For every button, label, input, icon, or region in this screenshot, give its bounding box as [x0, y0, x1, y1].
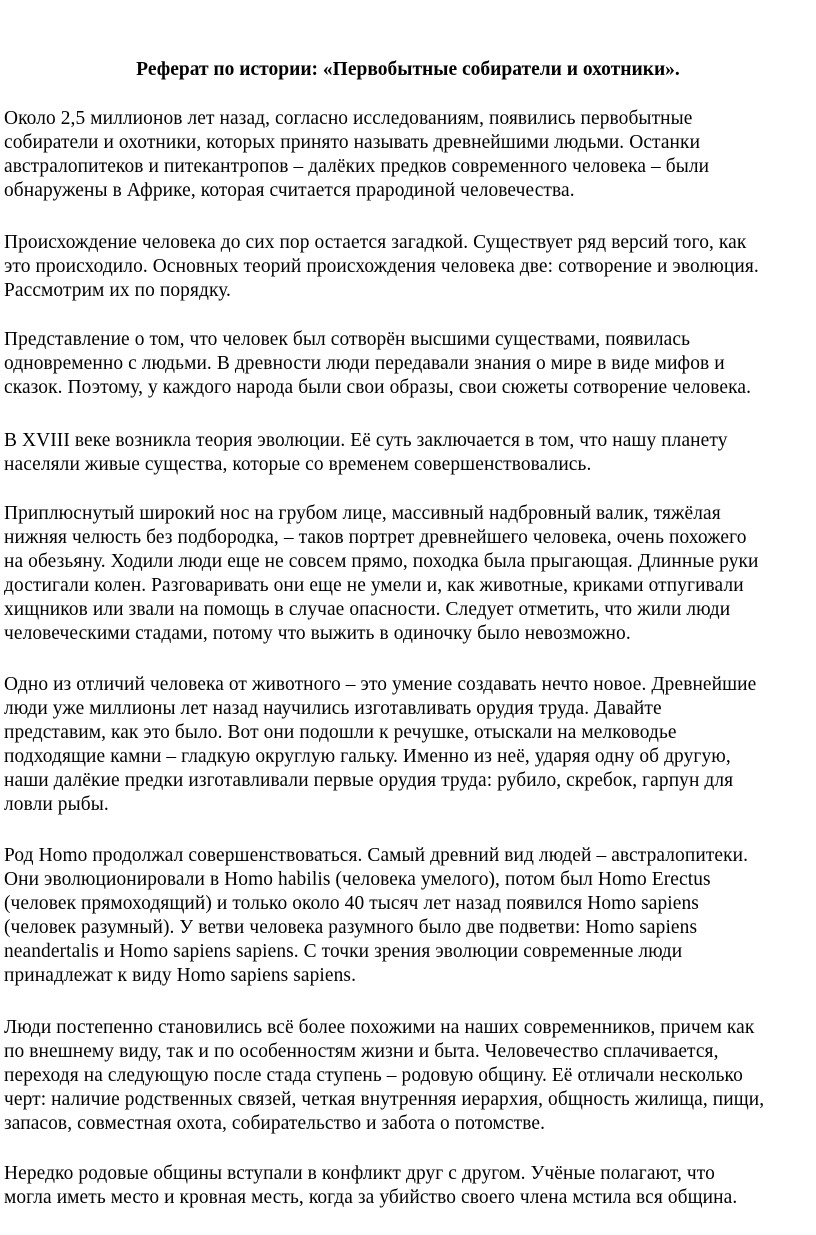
paragraph-1	[4, 107, 816, 203]
text-line: человеческими стадами, потому что выжить в одиночку было невозможно.	[4, 623, 631, 644]
text-line: запасов, совместная охота, собирательство и забота о потомстве.	[4, 1113, 546, 1134]
text-line: Нередко родовые общины вступали в конфликт друг с другом. Учёные полагают, что	[4, 1163, 715, 1184]
text-line: представим, как это было. Вот они подошли к речушке, отыскали на мелководье	[4, 722, 677, 743]
text-line: достигали колен. Разговаривать они еще не умели и, как животные, криками отпугивали	[4, 575, 744, 596]
text-line: переходя на следующую после стада ступень – родовую общину. Её отличали несколько	[4, 1065, 743, 1086]
text-line: neandertalis и Homo sapiens sapiens. С точки зрения эволюции современные люди	[4, 941, 683, 962]
text-line: черт: наличие родственных связей, четкая внутренняя иерархия, общность жилища, пищи,	[4, 1089, 765, 1110]
text-line: Люди постепенно становились всё более похожими на наших современников, причем как	[4, 1017, 755, 1038]
text-line: Представление о том, что человек был сотворён высшими существами, появилась	[4, 329, 691, 350]
text-line: (человек разумный). У ветви человека разумного было две подветви: Homo sapiens	[4, 917, 698, 938]
paragraph-8	[4, 1016, 816, 1136]
text-line: Они эволюционировали в Homo habilis (человека умелого), потом был Homo Erectus	[4, 869, 711, 890]
text-line: Происхождение человека до сих пор остается загадкой. Существует ряд версий того, как	[4, 232, 747, 253]
text-line: австралопитеков и питекантропов – далёких предков современного человека – были	[4, 156, 710, 177]
text-line: В XVIII веке возникла теория эволюции. Её суть заключается в том, что нашу планету	[4, 430, 728, 451]
paragraph-4	[4, 429, 816, 477]
paragraph-7	[4, 844, 816, 988]
text-line: сказок. Поэтому, у каждого народа были свои образы, свои сюжеты сотворение человека.	[4, 377, 752, 398]
text-line: (человек прямоходящий) и только около 40 тысяч лет назад появился Homo sapiens	[4, 893, 699, 914]
text-line: нижняя челюсть без подбородка, – таков портрет древнейшего человека, очень похожего	[4, 527, 747, 548]
text-line: Около 2,5 миллионов лет назад, согласно исследованиям, появились первобытные	[4, 108, 693, 129]
text-line: собиратели и охотники, которых принято называть древнейшими людьми. Останки	[4, 132, 701, 153]
text-line: принадлежат к виду Homo sapiens sapiens.	[4, 965, 357, 986]
text-line: по внешнему виду, так и по особенностям жизни и быта. Человечество сплачивается,	[4, 1041, 719, 1062]
text-line: на обезьяну. Ходили люди еще не совсем прямо, походка была прыгающая. Длинные руки	[4, 551, 759, 572]
text-line: одновременно с людьми. В древности люди передавали знания о мире в виде мифов и	[4, 353, 725, 374]
paragraph-3	[4, 328, 816, 400]
text-line: наши далёкие предки изготавливали первые орудия труда: рубило, скребок, гарпун для	[4, 770, 734, 791]
text-line: обнаружены в Африке, которая считается прародиной человечества.	[4, 180, 575, 201]
text-line: люди уже миллионы лет назад научились изготавливать орудия труда. Давайте	[4, 698, 662, 719]
text-line: Приплюснутый широкий нос на грубом лице, массивный надбровный валик, тяжёлая	[4, 503, 721, 524]
text-line: Рассмотрим их по порядку.	[4, 280, 232, 301]
text-line: Одно из отличий человека от животного – это умение создавать нечто новое. Древнейшие	[4, 674, 757, 695]
document-title: Реферат по истории: «Первобытные собиратели и охотники».	[136, 59, 680, 80]
paragraph-5	[4, 502, 816, 646]
text-line: могла иметь место и кровная месть, когда за убийство своего члена мстила вся община.	[4, 1187, 738, 1208]
text-line: населяли живые существа, которые со временем совершенствовались.	[4, 454, 592, 475]
text-line: ловли рыбы.	[4, 794, 109, 815]
text-line: это происходило. Основных теорий происхождения человека две: сотворение и эволюция.	[4, 256, 759, 277]
paragraph-6	[4, 673, 816, 817]
text-line: Род Homo продолжал совершенствоваться. Самый древний вид людей – австралопитеки.	[4, 845, 749, 866]
paragraph-2	[4, 231, 816, 303]
text-line: подходящие камни – гладкую округлую гальку. Именно из неё, ударяя одну об другую,	[4, 746, 731, 767]
paragraph-9	[4, 1162, 816, 1210]
text-line: хищников или звали на помощь в случае опасности. Следует отметить, что жили люди	[4, 599, 731, 620]
